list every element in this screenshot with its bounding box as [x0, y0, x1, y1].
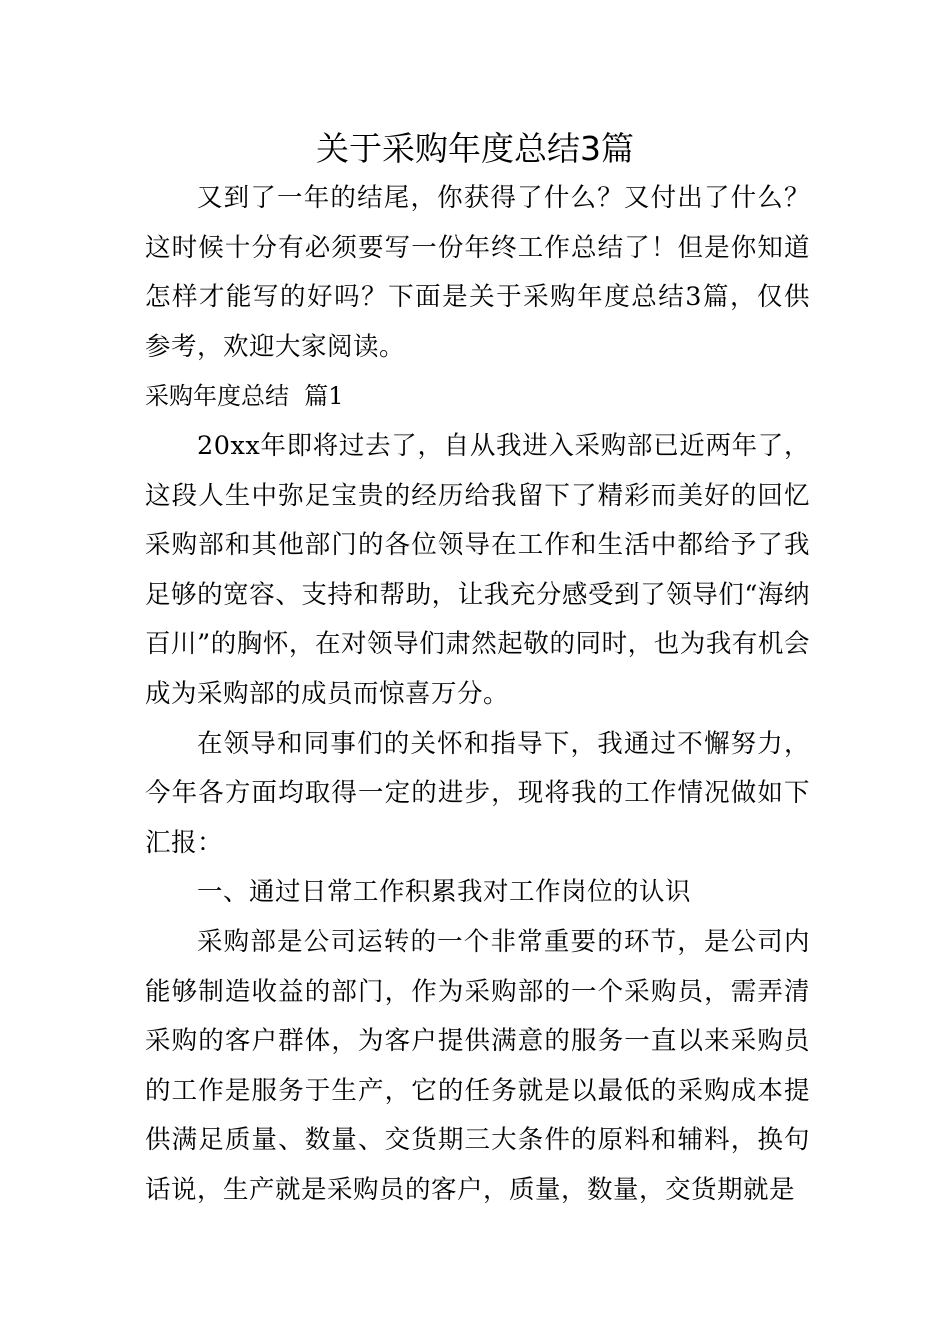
document-body — [145, 174, 810, 1215]
body-paragraph-3: 采购部是公司运转的一个非常重要的环节，是公司内能够制造收益的部门，作为采购部的一个采购员，需弄清采购的客户群体，为客户提供满意的服务一直以来采购员的工作是服务于生产，它的任务就是以最低的采购成本提供满足质量、数量、交货期三大条件的原料和辅料，换句话说，生产就是采购员的客户，质量，数量，交货期就是 — [145, 926, 810, 1205]
subheading-1: 一、通过日常工作积累我对工作岗位的认识 — [197, 877, 692, 908]
document-title: 关于采购年度总结3篇 — [316, 129, 634, 168]
intro-paragraph: 又到了一年的结尾，你获得了什么？又付出了什么？这时候十分有必须要写一份年终工作总结了！但是你知道怎样才能写的好吗？下面是关于采购年度总结3篇，仅供参考，欢迎大家阅读。 — [145, 183, 810, 362]
body-paragraph-1: 20xx年即将过去了，自从我进入采购部已近两年了，这段人生中弥足宝贵的经历给我留下了精彩而美好的回忆采购部和其他部门的各位领导在工作和生活中都给予了我足够的宽容、支持和帮助，让我充分感受到了领导们“海纳百川”的胸怀，在对领导们肃然起敬的同时，也为我有机会成为采购部的成员而惊喜万分。 — [145, 430, 810, 709]
body-paragraph-2: 在领导和同事们的关怀和指导下，我通过不懈努力，今年各方面均取得一定的进步，现将我的工作情况做如下汇报： — [145, 728, 810, 858]
section-heading: 采购年度总结 篇1 — [145, 382, 344, 411]
